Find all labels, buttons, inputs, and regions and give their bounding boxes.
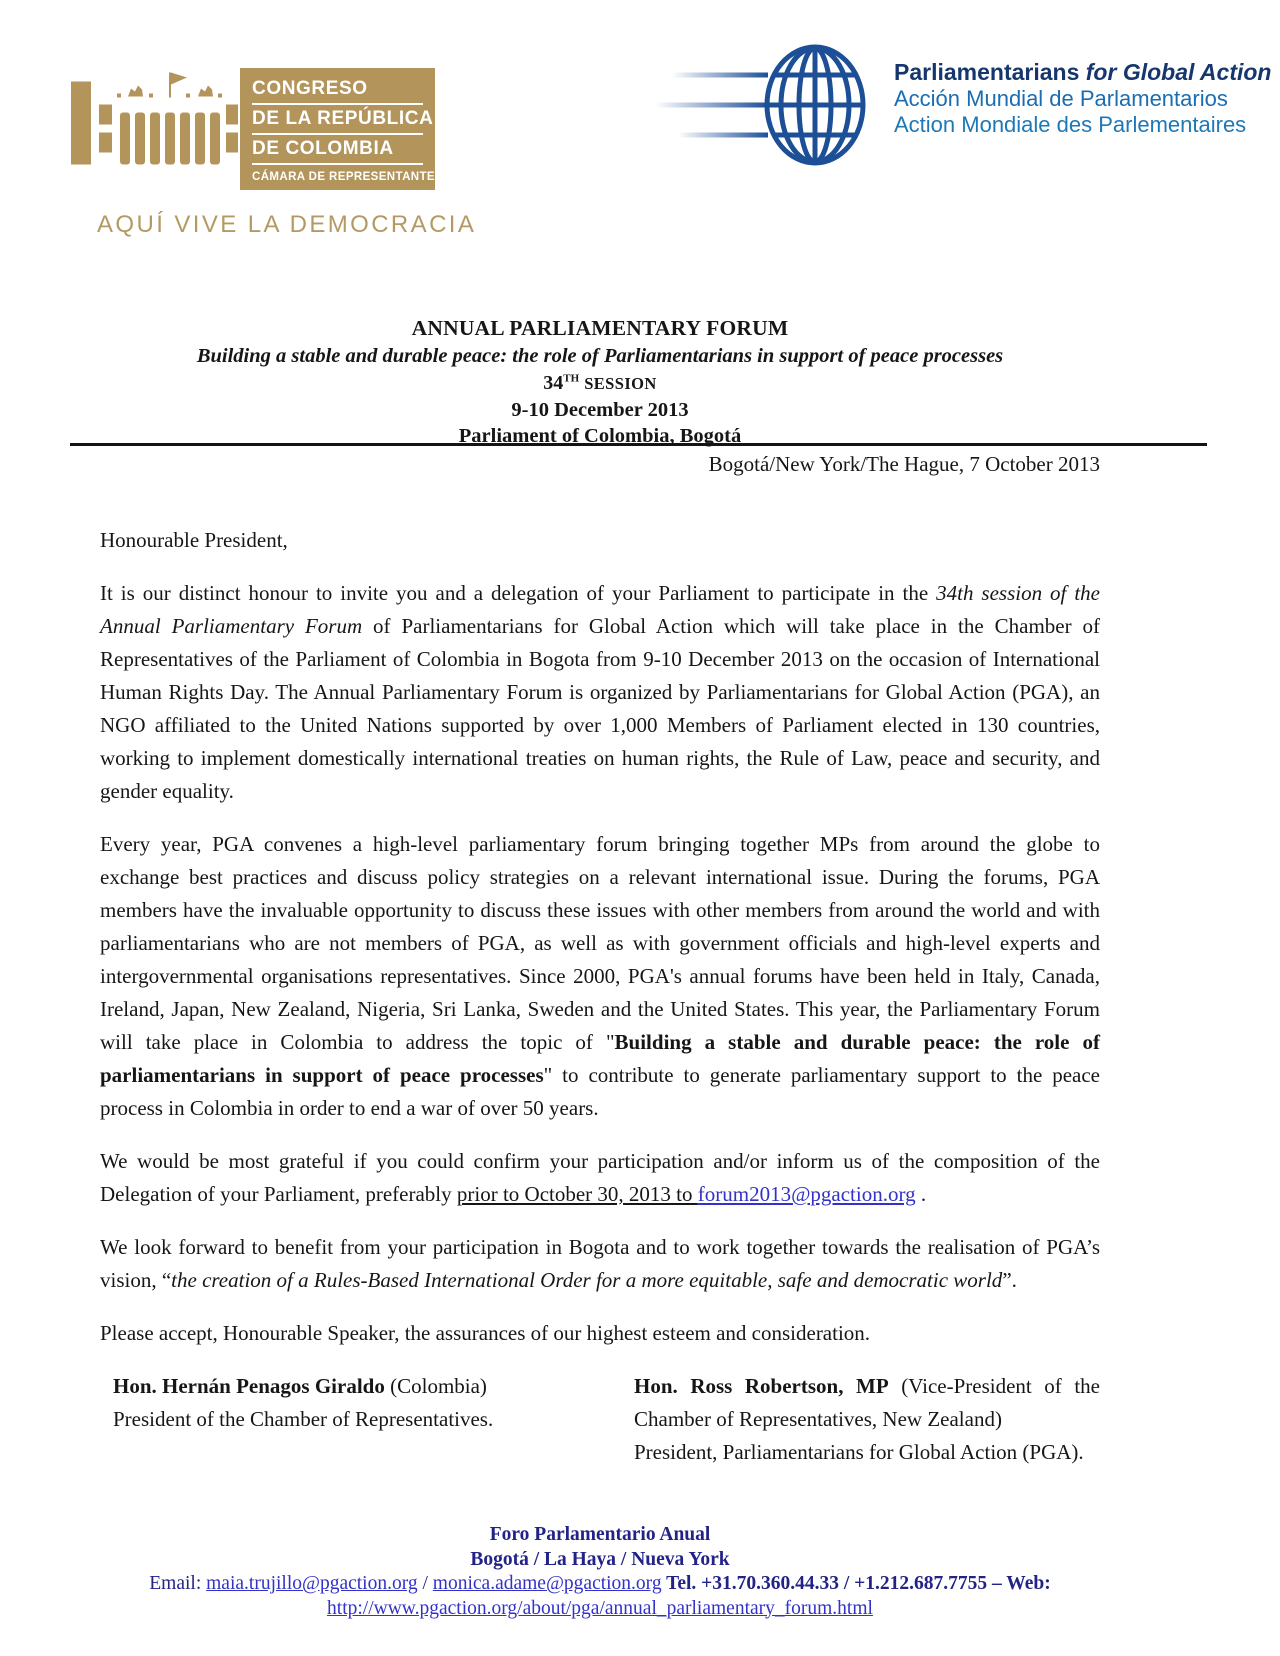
p2-text-1: Every year, PGA convenes a high-level parliamentary forum bringing together MPs from around the globe to exchange best practices and discuss policy strategies on a relevant international issue. During the forums, PGA members have the invaluable opportunity to discuss these issues with other members from around the world and with parliamentarians who are not members of PGA, as well as with government officials and high-level experts and intergovernmental organisations representatives. Since 2000, PGA's annual forums have been held in Italy, Canada, Ireland, Japan, New Zealand, Nigeria, Sri Lanka, Sweden and the United States. This year, the Parliamentary Forum will take place in Colombia to address the topic of "	[100, 832, 1100, 1054]
footer-cities: Bogotá / La Haya / Nueva York	[470, 1548, 730, 1570]
salutation: Honourable President,	[100, 528, 288, 552]
pga-name-italic: for Global Action	[1085, 59, 1272, 85]
congress-tagline: AQUÍ VIVE LA DEMOCRACIA	[97, 211, 477, 238]
paragraph-invitation	[100, 577, 1100, 808]
footer-email-separator: /	[417, 1573, 433, 1594]
signatory-left-country: (Colombia)	[384, 1374, 487, 1398]
footer	[100, 1523, 1100, 1621]
pga-name-fr: Action Mondiale des Parlementaires	[894, 112, 1247, 137]
footer-contact-line	[100, 1572, 1100, 1597]
p4-text-2: ”.	[1002, 1268, 1017, 1292]
p3-text-2: .	[915, 1182, 927, 1206]
session-ordinal: TH	[563, 372, 580, 385]
congress-building-icon	[70, 68, 240, 190]
forum-subtitle: Building a stable and durable peace: the role of Parliamentarians in support of peace processes	[196, 345, 1004, 367]
p1-text-1: It is our distinct honour to invite you and a delegation of your Parliament to participate in the	[100, 581, 937, 605]
title-block	[100, 316, 1100, 448]
signatory-left-name: Hon. Hernán Penagos Giraldo	[113, 1374, 385, 1398]
signatory-right-title: President, Parliamentarians for Global Action (PGA).	[634, 1440, 1084, 1464]
session-word: SESSION	[584, 374, 657, 393]
session-line	[100, 372, 1100, 395]
footer-url-line	[100, 1597, 1100, 1622]
pga-logo	[655, 40, 1271, 170]
pga-wordmark	[894, 60, 1271, 170]
letter-body	[100, 524, 1100, 1469]
header-divider	[70, 443, 1207, 446]
signature-left	[113, 1370, 513, 1469]
footer-email1-link[interactable]: maia.trujillo@pgaction.org	[206, 1573, 418, 1594]
forum-venue: Parliament of Colombia, Bogotá	[458, 425, 742, 447]
pga-name-es: Acción Mundial de Parlamentarios	[894, 86, 1228, 111]
congress-line4: CÁMARA DE REPRESENTANTES	[252, 171, 444, 183]
congress-line3: DE COLOMBIA	[252, 137, 423, 165]
congress-colombia-logo	[70, 68, 476, 239]
congress-name-box	[240, 68, 444, 190]
paragraph-closing: Please accept, Honourable Speaker, the assurances of our highest esteem and consideration.	[100, 1321, 871, 1345]
signatory-left-title: President of the Chamber of Representatives.	[113, 1407, 494, 1431]
p2-bold-topic: Building a stable and durable peace: the role of parliamentarians in support of peace processes	[100, 1030, 1100, 1087]
pga-name-normal: Parliamentarians	[894, 59, 1086, 85]
signature-right	[634, 1370, 1100, 1469]
dateline: Bogotá/New York/The Hague, 7 October 2013	[708, 452, 1100, 476]
forum-title: ANNUAL PARLIAMENTARY FORUM	[411, 316, 789, 340]
footer-tel: Tel. +31.70.360.44.33 / +1.212.687.7755 – Web:	[661, 1573, 1051, 1594]
signature-row	[113, 1370, 1100, 1469]
p4-text-1: We look forward to benefit from your participation in Bogota and to work together towards the realisation of PGA’s vision, “	[100, 1235, 1100, 1292]
signatory-right-name: Hon. Ross Robertson, MP	[634, 1374, 889, 1398]
signatory-right-role: (Vice-President of the Chamber of Representatives, New Zealand)	[634, 1374, 1100, 1431]
footer-email2-link[interactable]: monica.adame@pgaction.org	[432, 1573, 662, 1594]
p1-text-2: of Parliamentarians for Global Action which will take place in the Chamber of Representatives of the Parliament of Colombia in Bogota from 9-10 December 2013 on the occasion of International Human Rights Day. The Annual Parliamentary Forum is organized by Parliamentarians for Global Action (PGA), an NGO affiliated to the United Nations supported by over 1,000 Members of Parliament elected in 130 countries, working to implement domestically international treaties on human rights, the Rule of Law, peace and security, and gender equality.	[100, 614, 1100, 803]
paragraph-forum-history	[100, 828, 1100, 1125]
pga-name-en	[894, 60, 1271, 85]
congress-line2: DE LA REPÚBLICA	[252, 107, 423, 135]
paragraph-vision	[100, 1231, 1100, 1297]
p2-text-2: " to contribute to generate parliamentary support to the peace process in Colombia in order to end a war of over 50 years.	[100, 1063, 1101, 1120]
p3-deadline: prior to October 30, 2013 to	[456, 1182, 698, 1206]
forum-email-link[interactable]: forum2013@pgaction.org	[697, 1182, 916, 1206]
p3-text-1: We would be most grateful if you could confirm your participation and/or inform us of the composition of the Delegation of your Parliament, preferably	[100, 1149, 1100, 1206]
globe-icon	[655, 40, 870, 170]
footer-forum-name: Foro Parlamentario Anual	[489, 1524, 711, 1545]
forum-dates: 9-10 December 2013	[511, 399, 689, 421]
footer-website-link[interactable]: http://www.pgaction.org/about/pga/annual_parliamentary_forum.html	[327, 1597, 873, 1619]
footer-email-label: Email:	[149, 1573, 207, 1594]
p1-italic-phrase: 34th session of the Annual Parliamentary Forum	[100, 581, 1100, 638]
congress-line1: CONGRESO	[252, 77, 423, 105]
paragraph-confirmation	[100, 1145, 1100, 1211]
session-number: 34	[543, 372, 564, 394]
p4-vision-quote: the creation of a Rules-Based International Order for a more equitable, safe and democratic world	[171, 1268, 1003, 1292]
